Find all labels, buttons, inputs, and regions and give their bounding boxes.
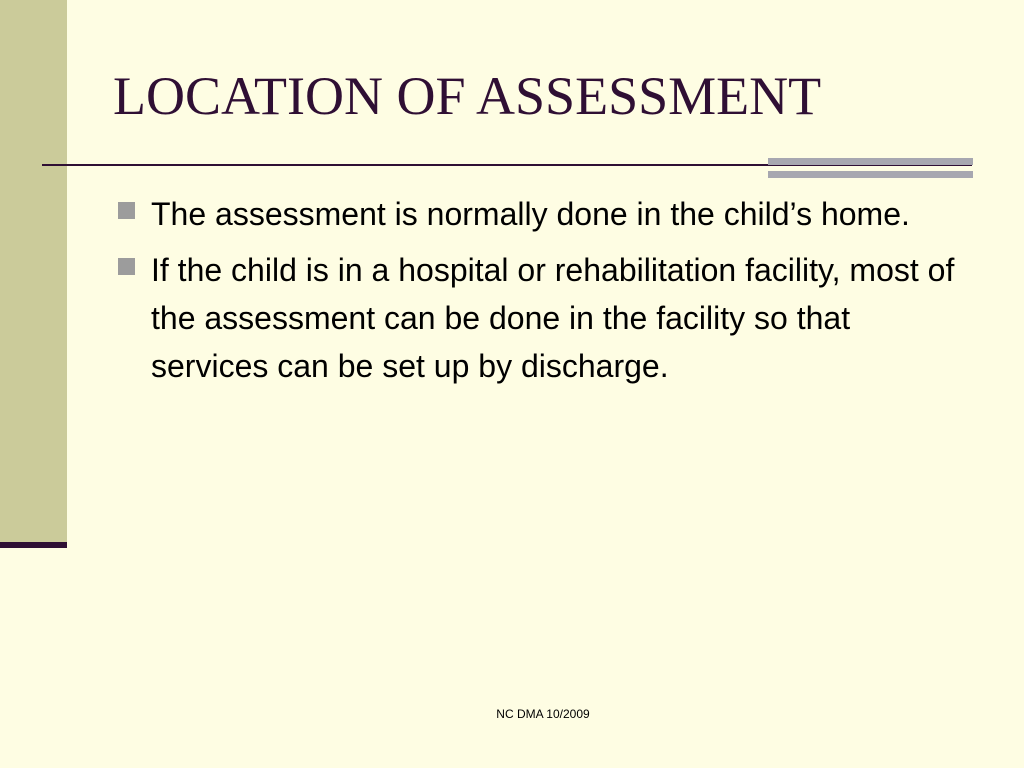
slide-title: LOCATION OF ASSESSMENT: [113, 66, 822, 126]
left-band-underline: [0, 542, 67, 548]
square-bullet-icon: [118, 258, 135, 275]
left-decorative-band: [0, 0, 67, 542]
bullet-text: The assessment is normally done in the child’s home.: [151, 196, 910, 232]
square-bullet-icon: [118, 202, 135, 219]
slide-footer: NC DMA 10/2009: [496, 707, 590, 721]
accent-bar: [768, 171, 973, 178]
bullet-item: [116, 246, 976, 390]
bullet-item: [116, 190, 976, 238]
accent-bar: [768, 158, 973, 165]
bullet-text: If the child is in a hospital or rehabilitation facility, most of the assessment can be done in the facility so that services can be set up by discharge.: [151, 252, 955, 384]
bullet-list: [116, 190, 976, 398]
accent-bars: [768, 158, 973, 180]
